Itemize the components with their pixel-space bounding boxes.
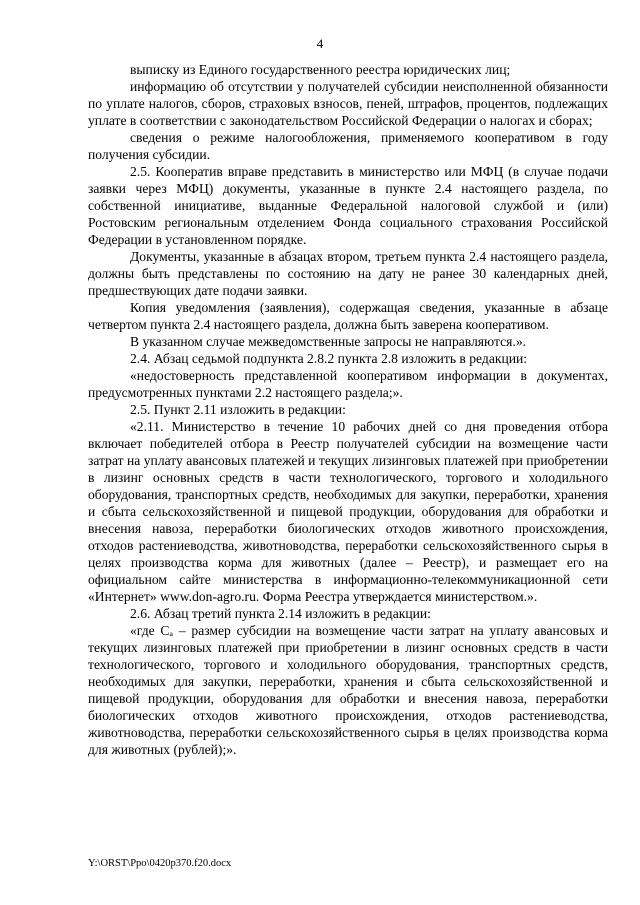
paragraph-unreliability: «недостоверность представленной кооперативом информации в документах, предусмотренных пунктами 2.2 настоящего раздела;». <box>88 368 608 400</box>
paragraph-tax-debt-info: информацию об отсутствии у получателей субсидии неисполненной обязанности по уплате налогов, сборов, страховых взносов, пеней, штрафов, процентов, подлежащих уплате в соответствии с законодательством Российской Федерации о налогах и сборах; <box>88 79 608 128</box>
paragraph-2-6-amendment: 2.6. Абзац третий пункта 2.14 изложить в редакции: <box>130 606 431 621</box>
file-path-footer: Y:\ORST\Ppo\0420p370.f20.docx <box>88 858 232 869</box>
paragraph-extract-egrul: выписку из Единого государственного реестра юридических лиц; <box>130 62 511 77</box>
paragraph-notification-copy: Копия уведомления (заявления), содержащая сведения, указанные в абзаце четвертом пункта 2.4 настоящего раздела, должна быть заверена кооперативом. <box>88 300 608 332</box>
document-body <box>88 61 608 758</box>
paragraph-no-requests: В указанном случае межведомственные запросы не направляются.». <box>130 334 527 349</box>
paragraph-2-11-registry: «2.11. Министерство в течение 10 рабочих дней со дня проведения отбора включает победителей отбора в Реестр получателей субсидии на возмещение части затрат на уплату авансовых платежей и текущих лизинговых платежей при приобретении в лизинг основных средств в части технологического, торгового и холодильного оборудования, транспортных средств, необходимых для закупки, переработки, хранения и сбыта сельскохозяйственной и пищевой продукции, оборудования для обработки и внесения навоза, переработки биологических отходов животного происхождения, отходов растениеводства, животноводства, переработки сельскохозяйственного сырья в целях производства корма для животных (далее – Реестр), и размещает его на официальном сайте министерства в информационно-телекоммуникационной сети «Интернет» www.don-agro.ru. Форма Реестра утверждается министерством.». <box>88 419 608 604</box>
paragraph-2-4-amendment: 2.4. Абзац седьмой подпункта 2.8.2 пункта 2.8 изложить в редакции: <box>130 351 528 366</box>
page-number: 4 <box>316 36 324 51</box>
paragraph-tax-regime: сведения о режиме налогообложения, применяемого кооперативом в году получения субсидии. <box>88 130 608 162</box>
paragraph-formula-definition: «где Сₐ – размер субсидии на возмещение части затрат на уплату авансовых и текущих лизинговых платежей при приобретении в лизинг основных средств в части технологического, торгового и холодильного оборудования, транспортных средств, необходимых для закупки, переработки, хранения и сбыта сельскохозяйственной и пищевой продукции, оборудования для обработки и внесения навоза, переработки биологических отходов животного происхождения, отходов растениеводства, животноводства, переработки сельскохозяйственного сырья в целях производства корма для животных (рублей);». <box>88 623 608 757</box>
paragraph-documents-date: Документы, указанные в абзацах втором, третьем пункта 2.4 настоящего раздела, должны быть представлены по состоянию на дату не ранее 30 календарных дней, предшествующих дате подачи заявки. <box>88 249 608 298</box>
paragraph-2-5-amendment: 2.5. Пункт 2.11 изложить в редакции: <box>130 402 346 417</box>
paragraph-2-5-cooperative-right: 2.5. Кооператив вправе представить в министерство или МФЦ (в случае подачи заявки через МФЦ) документы, указанные в пункте 2.4 настоящего раздела, по собственной инициативе, выданные Федеральной налоговой службой и (или) Ростовским региональным отделением Фонда социального страхования Российской Федерации в установленном порядке. <box>88 164 608 247</box>
